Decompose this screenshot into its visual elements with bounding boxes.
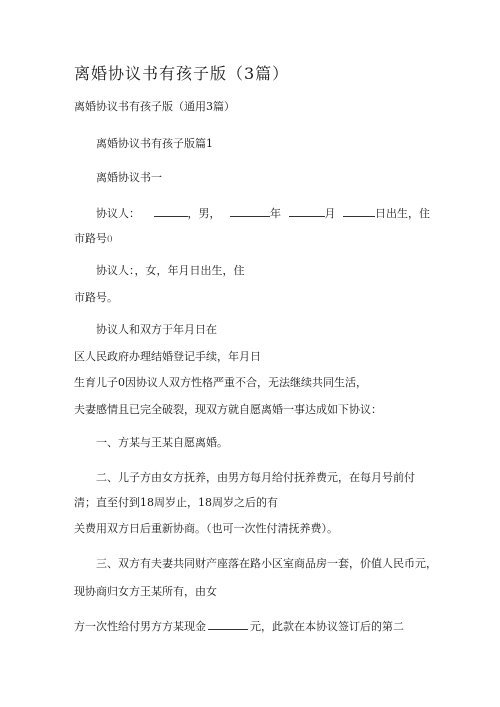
clause-3-line-1: 三、双方有夫妻共同财产座落在路小区室商品房一套，价值人民币元， bbox=[96, 557, 437, 570]
party1-name-blank bbox=[154, 205, 188, 217]
clause-1: 一、方某与王某自愿离婚。 bbox=[96, 436, 228, 449]
register-line-4: 夫妻感情且已完全破裂，现双方就自愿离婚一事达成如下协议： bbox=[74, 403, 382, 416]
clause-3-line-2: 现协商归女方王某所有，由女 bbox=[74, 585, 217, 598]
party1-month-label: 月 bbox=[324, 207, 336, 220]
party1-year-label: 年 bbox=[270, 207, 281, 220]
register-line-1: 协议人和双方于年月日在 bbox=[96, 323, 217, 336]
document-title: 离婚协议书有孩子版（3篇） bbox=[74, 64, 290, 83]
register-line-2: 区人民政府办理结婚登记手续，年月日 bbox=[74, 350, 261, 363]
party1-gender: ，男， bbox=[187, 207, 221, 220]
party1-month-blank bbox=[289, 205, 325, 217]
party2-address: 市路号。 bbox=[74, 291, 118, 304]
party1-address bbox=[74, 232, 112, 246]
party1-day-blank bbox=[343, 205, 375, 217]
agreement-title: 离婚协议书一 bbox=[96, 171, 162, 184]
party2-line: 协议人：，女，年月日出生，住 bbox=[96, 264, 245, 277]
party1-road-mark: () bbox=[107, 235, 113, 243]
party1-line bbox=[96, 205, 430, 221]
clause-2-line-2: 清；直至付到18周岁止，18周岁之后的有 bbox=[74, 496, 278, 509]
clause-3-line-3 bbox=[74, 618, 404, 634]
party1-prefix: 协议人： bbox=[96, 207, 140, 220]
section-heading: 离婚协议书有孩子版篇1 bbox=[96, 137, 213, 150]
document-subtitle: 离婚协议书有孩子版（通用3篇） bbox=[74, 100, 235, 113]
register-line-3: 生育儿子0因协议人双方性格严重不合，无法继续共同生活， bbox=[74, 376, 367, 389]
party1-year-blank bbox=[230, 205, 270, 217]
party1-road: 市路号 bbox=[74, 232, 107, 245]
clause-2-line-3: 关费用双方日后重新协商。（也可一次性付清抚养费）。 bbox=[74, 522, 338, 535]
party1-born-label: 日出生，住 bbox=[375, 207, 430, 220]
cash-amount-blank bbox=[208, 618, 248, 630]
clause-3-cont-before: 方一次性给付男方方某现金 bbox=[74, 620, 206, 633]
clause-2-line-1: 二、儿子方由女方抚养，由男方每月给付抚养费元，在每月号前付 bbox=[96, 471, 415, 484]
clause-3-cont-after: 元，此款在本协议签订后的第二 bbox=[250, 620, 404, 633]
